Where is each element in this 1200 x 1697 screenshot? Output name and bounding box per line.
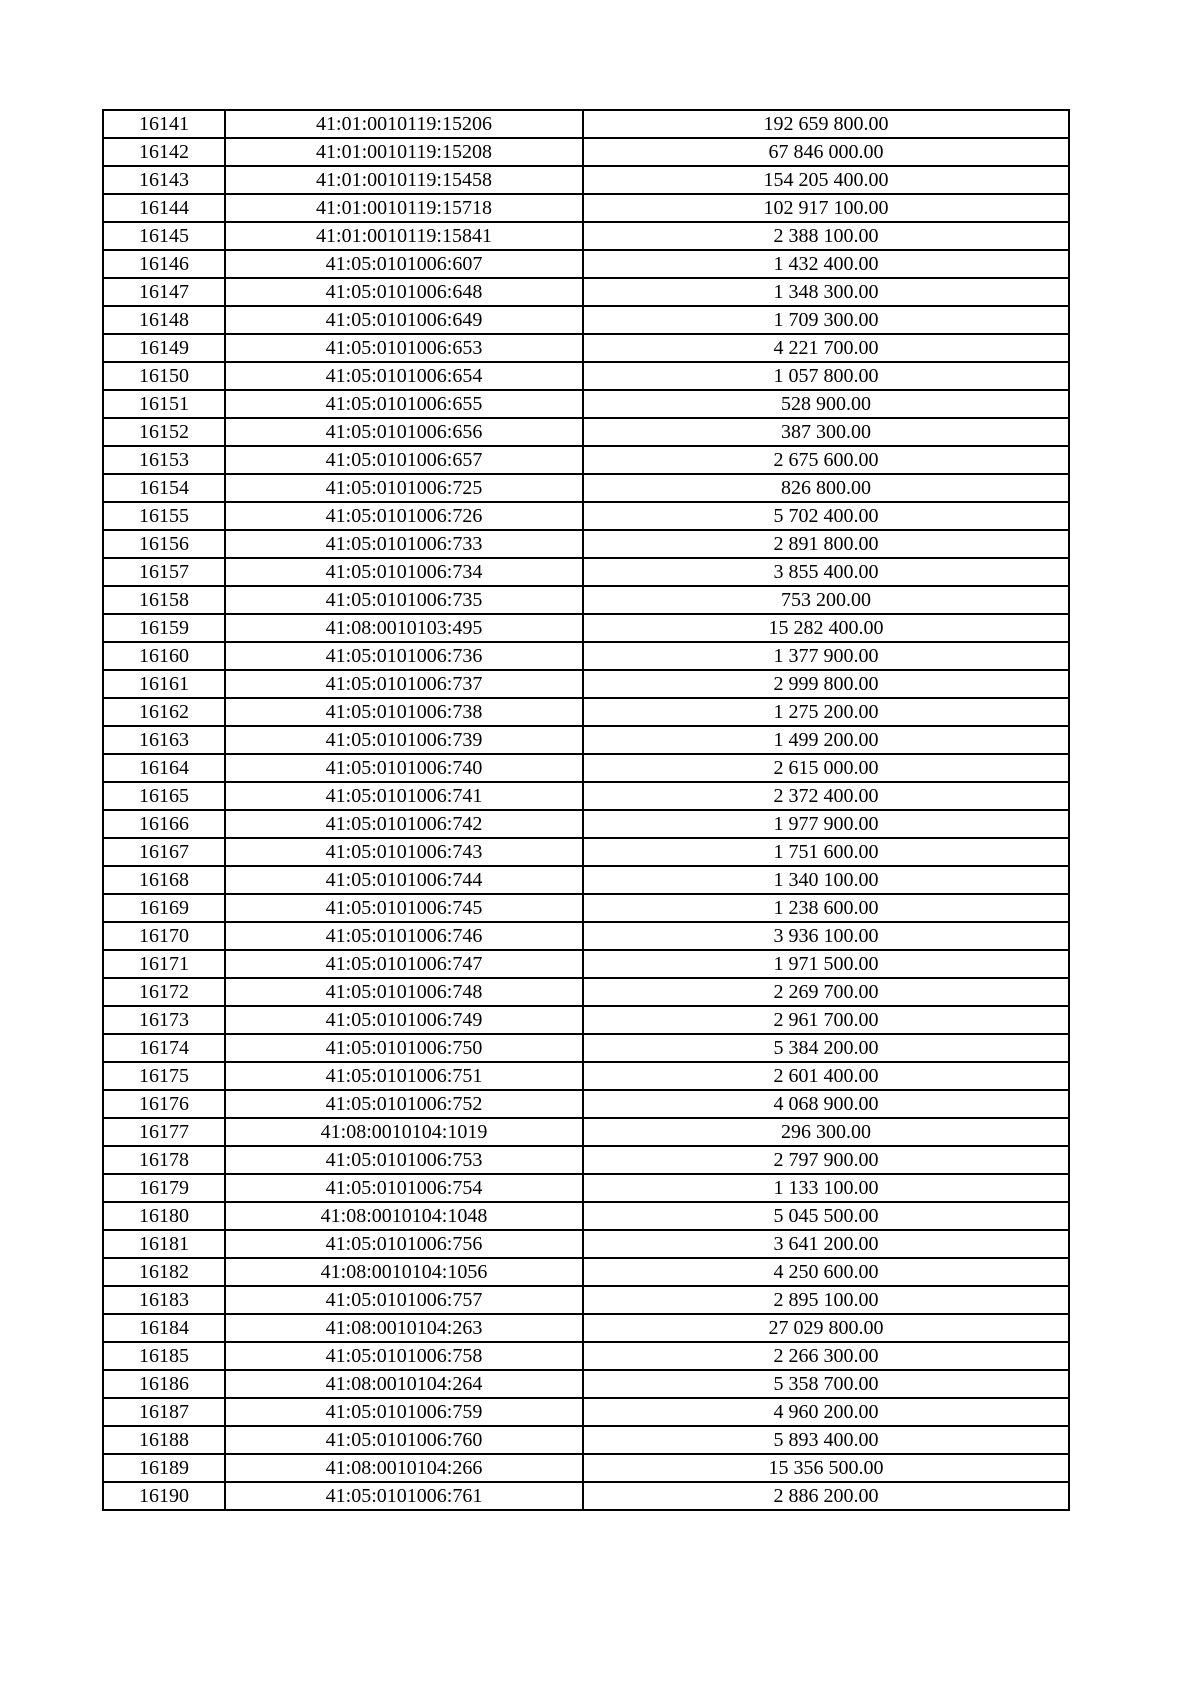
row-number-cell: 16189 [103, 1454, 225, 1482]
cadastral-number-cell: 41:05:0101006:754 [225, 1174, 583, 1202]
table-row [103, 446, 1069, 474]
row-number-cell: 16162 [103, 698, 225, 726]
cadastral-number-cell: 41:08:0010104:263 [225, 1314, 583, 1342]
row-number-cell: 16182 [103, 1258, 225, 1286]
cadastral-value-cell: 3 641 200.00 [583, 1230, 1069, 1258]
row-number-cell: 16178 [103, 1146, 225, 1174]
table-row [103, 278, 1069, 306]
cadastral-value-cell: 528 900.00 [583, 390, 1069, 418]
table-row [103, 1230, 1069, 1258]
row-number-cell: 16147 [103, 278, 225, 306]
row-number-cell: 16188 [103, 1426, 225, 1454]
cadastral-value-cell: 1 432 400.00 [583, 250, 1069, 278]
row-number-cell: 16152 [103, 418, 225, 446]
cadastral-value-cell: 387 300.00 [583, 418, 1069, 446]
cadastral-number-cell: 41:05:0101006:741 [225, 782, 583, 810]
cadastral-value-cell: 1 709 300.00 [583, 306, 1069, 334]
cadastral-number-cell: 41:05:0101006:726 [225, 502, 583, 530]
table-row [103, 1174, 1069, 1202]
row-number-cell: 16155 [103, 502, 225, 530]
table-row [103, 894, 1069, 922]
cadastral-value-cell: 2 891 800.00 [583, 530, 1069, 558]
cadastral-value-cell: 3 936 100.00 [583, 922, 1069, 950]
cadastral-number-cell: 41:05:0101006:748 [225, 978, 583, 1006]
cadastral-value-cell: 1 499 200.00 [583, 726, 1069, 754]
cadastral-number-cell: 41:01:0010119:15718 [225, 194, 583, 222]
table-row [103, 614, 1069, 642]
cadastral-number-cell: 41:05:0101006:750 [225, 1034, 583, 1062]
cadastral-number-cell: 41:08:0010104:266 [225, 1454, 583, 1482]
row-number-cell: 16157 [103, 558, 225, 586]
cadastral-value-cell: 4 250 600.00 [583, 1258, 1069, 1286]
row-number-cell: 16150 [103, 362, 225, 390]
cadastral-number-cell: 41:05:0101006:758 [225, 1342, 583, 1370]
cadastral-number-cell: 41:05:0101006:745 [225, 894, 583, 922]
cadastral-number-cell: 41:05:0101006:738 [225, 698, 583, 726]
row-number-cell: 16161 [103, 670, 225, 698]
row-number-cell: 16158 [103, 586, 225, 614]
row-number-cell: 16145 [103, 222, 225, 250]
row-number-cell: 16143 [103, 166, 225, 194]
cadastral-value-cell: 3 855 400.00 [583, 558, 1069, 586]
table-row [103, 1286, 1069, 1314]
table-row [103, 698, 1069, 726]
table-row [103, 1062, 1069, 1090]
cadastral-number-cell: 41:05:0101006:746 [225, 922, 583, 950]
table-row [103, 1258, 1069, 1286]
table-row [103, 586, 1069, 614]
cadastral-number-cell: 41:05:0101006:607 [225, 250, 583, 278]
row-number-cell: 16174 [103, 1034, 225, 1062]
row-number-cell: 16141 [103, 110, 225, 138]
cadastral-number-cell: 41:05:0101006:742 [225, 810, 583, 838]
row-number-cell: 16148 [103, 306, 225, 334]
cadastral-value-cell: 102 917 100.00 [583, 194, 1069, 222]
row-number-cell: 16173 [103, 1006, 225, 1034]
table-row [103, 1090, 1069, 1118]
table-row [103, 390, 1069, 418]
table-row [103, 978, 1069, 1006]
table-body [103, 110, 1069, 1510]
table-row [103, 1482, 1069, 1510]
table-row [103, 1118, 1069, 1146]
cadastral-value-cell: 2 388 100.00 [583, 222, 1069, 250]
row-number-cell: 16179 [103, 1174, 225, 1202]
table-row [103, 642, 1069, 670]
cadastral-value-cell: 4 221 700.00 [583, 334, 1069, 362]
cadastral-number-cell: 41:05:0101006:653 [225, 334, 583, 362]
cadastral-number-cell: 41:05:0101006:737 [225, 670, 583, 698]
cadastral-number-cell: 41:05:0101006:756 [225, 1230, 583, 1258]
cadastral-value-cell: 5 893 400.00 [583, 1426, 1069, 1454]
cadastral-value-cell: 4 960 200.00 [583, 1398, 1069, 1426]
cadastral-value-table [102, 109, 1070, 1511]
cadastral-value-cell: 826 800.00 [583, 474, 1069, 502]
table-row [103, 670, 1069, 698]
cadastral-value-cell: 1 348 300.00 [583, 278, 1069, 306]
row-number-cell: 16183 [103, 1286, 225, 1314]
row-number-cell: 16163 [103, 726, 225, 754]
cadastral-value-cell: 192 659 800.00 [583, 110, 1069, 138]
cadastral-value-cell: 154 205 400.00 [583, 166, 1069, 194]
table-row [103, 166, 1069, 194]
cadastral-value-cell: 1 377 900.00 [583, 642, 1069, 670]
row-number-cell: 16177 [103, 1118, 225, 1146]
cadastral-number-cell: 41:05:0101006:752 [225, 1090, 583, 1118]
cadastral-number-cell: 41:08:0010103:495 [225, 614, 583, 642]
cadastral-number-cell: 41:08:0010104:1048 [225, 1202, 583, 1230]
cadastral-value-cell: 2 895 100.00 [583, 1286, 1069, 1314]
cadastral-value-cell: 2 999 800.00 [583, 670, 1069, 698]
cadastral-number-cell: 41:05:0101006:736 [225, 642, 583, 670]
table-row [103, 1454, 1069, 1482]
cadastral-number-cell: 41:05:0101006:734 [225, 558, 583, 586]
cadastral-value-cell: 2 615 000.00 [583, 754, 1069, 782]
cadastral-number-cell: 41:05:0101006:735 [225, 586, 583, 614]
row-number-cell: 16144 [103, 194, 225, 222]
table-row [103, 110, 1069, 138]
cadastral-value-cell: 2 675 600.00 [583, 446, 1069, 474]
row-number-cell: 16156 [103, 530, 225, 558]
table-row [103, 558, 1069, 586]
row-number-cell: 16170 [103, 922, 225, 950]
table-row [103, 306, 1069, 334]
cadastral-value-cell: 2 797 900.00 [583, 1146, 1069, 1174]
cadastral-number-cell: 41:01:0010119:15208 [225, 138, 583, 166]
cadastral-value-cell: 5 045 500.00 [583, 1202, 1069, 1230]
cadastral-number-cell: 41:05:0101006:744 [225, 866, 583, 894]
cadastral-value-cell: 2 269 700.00 [583, 978, 1069, 1006]
cadastral-number-cell: 41:05:0101006:725 [225, 474, 583, 502]
row-number-cell: 16186 [103, 1370, 225, 1398]
cadastral-number-cell: 41:05:0101006:749 [225, 1006, 583, 1034]
table-row [103, 1426, 1069, 1454]
cadastral-number-cell: 41:05:0101006:761 [225, 1482, 583, 1510]
cadastral-number-cell: 41:01:0010119:15841 [225, 222, 583, 250]
cadastral-value-cell: 4 068 900.00 [583, 1090, 1069, 1118]
row-number-cell: 16154 [103, 474, 225, 502]
cadastral-number-cell: 41:08:0010104:1019 [225, 1118, 583, 1146]
cadastral-number-cell: 41:08:0010104:1056 [225, 1258, 583, 1286]
cadastral-number-cell: 41:05:0101006:747 [225, 950, 583, 978]
row-number-cell: 16159 [103, 614, 225, 642]
cadastral-value-cell: 15 356 500.00 [583, 1454, 1069, 1482]
table-row [103, 922, 1069, 950]
cadastral-number-cell: 41:05:0101006:648 [225, 278, 583, 306]
cadastral-number-cell: 41:05:0101006:743 [225, 838, 583, 866]
cadastral-number-cell: 41:01:0010119:15206 [225, 110, 583, 138]
table-row [103, 1202, 1069, 1230]
row-number-cell: 16187 [103, 1398, 225, 1426]
row-number-cell: 16190 [103, 1482, 225, 1510]
cadastral-value-cell: 2 266 300.00 [583, 1342, 1069, 1370]
cadastral-value-cell: 5 384 200.00 [583, 1034, 1069, 1062]
cadastral-number-cell: 41:05:0101006:760 [225, 1426, 583, 1454]
table-row [103, 810, 1069, 838]
table-row [103, 1342, 1069, 1370]
cadastral-number-cell: 41:05:0101006:759 [225, 1398, 583, 1426]
row-number-cell: 16146 [103, 250, 225, 278]
table-row [103, 474, 1069, 502]
table-row [103, 138, 1069, 166]
cadastral-number-cell: 41:05:0101006:657 [225, 446, 583, 474]
cadastral-number-cell: 41:08:0010104:264 [225, 1370, 583, 1398]
cadastral-value-cell: 2 961 700.00 [583, 1006, 1069, 1034]
row-number-cell: 16160 [103, 642, 225, 670]
cadastral-value-cell: 2 886 200.00 [583, 1482, 1069, 1510]
cadastral-value-cell: 5 358 700.00 [583, 1370, 1069, 1398]
table-row [103, 418, 1069, 446]
row-number-cell: 16176 [103, 1090, 225, 1118]
table-row [103, 194, 1069, 222]
cadastral-number-cell: 41:05:0101006:655 [225, 390, 583, 418]
cadastral-number-cell: 41:05:0101006:649 [225, 306, 583, 334]
table-row [103, 502, 1069, 530]
table-row [103, 362, 1069, 390]
table-row [103, 782, 1069, 810]
cadastral-value-cell: 1 275 200.00 [583, 698, 1069, 726]
table-row [103, 754, 1069, 782]
cadastral-number-cell: 41:05:0101006:757 [225, 1286, 583, 1314]
row-number-cell: 16142 [103, 138, 225, 166]
cadastral-number-cell: 41:05:0101006:753 [225, 1146, 583, 1174]
cadastral-value-cell: 1 340 100.00 [583, 866, 1069, 894]
row-number-cell: 16171 [103, 950, 225, 978]
cadastral-value-cell: 1 977 900.00 [583, 810, 1069, 838]
cadastral-number-cell: 41:05:0101006:739 [225, 726, 583, 754]
row-number-cell: 16153 [103, 446, 225, 474]
table-row [103, 222, 1069, 250]
cadastral-value-cell: 296 300.00 [583, 1118, 1069, 1146]
cadastral-number-cell: 41:05:0101006:654 [225, 362, 583, 390]
row-number-cell: 16184 [103, 1314, 225, 1342]
row-number-cell: 16175 [103, 1062, 225, 1090]
cadastral-value-cell: 1 751 600.00 [583, 838, 1069, 866]
row-number-cell: 16165 [103, 782, 225, 810]
cadastral-number-cell: 41:05:0101006:733 [225, 530, 583, 558]
cadastral-value-cell: 1 238 600.00 [583, 894, 1069, 922]
row-number-cell: 16167 [103, 838, 225, 866]
table-row [103, 1370, 1069, 1398]
table-row [103, 866, 1069, 894]
row-number-cell: 16169 [103, 894, 225, 922]
row-number-cell: 16172 [103, 978, 225, 1006]
cadastral-value-cell: 1 057 800.00 [583, 362, 1069, 390]
cadastral-value-cell: 2 601 400.00 [583, 1062, 1069, 1090]
table-row [103, 530, 1069, 558]
cadastral-value-cell: 2 372 400.00 [583, 782, 1069, 810]
table-row [103, 950, 1069, 978]
table-row [103, 1314, 1069, 1342]
cadastral-number-cell: 41:01:0010119:15458 [225, 166, 583, 194]
row-number-cell: 16185 [103, 1342, 225, 1370]
table-row [103, 1034, 1069, 1062]
row-number-cell: 16180 [103, 1202, 225, 1230]
row-number-cell: 16181 [103, 1230, 225, 1258]
cadastral-number-cell: 41:05:0101006:656 [225, 418, 583, 446]
table-row [103, 1146, 1069, 1174]
cadastral-number-cell: 41:05:0101006:751 [225, 1062, 583, 1090]
cadastral-value-cell: 5 702 400.00 [583, 502, 1069, 530]
row-number-cell: 16166 [103, 810, 225, 838]
table-row [103, 1398, 1069, 1426]
row-number-cell: 16164 [103, 754, 225, 782]
cadastral-number-cell: 41:05:0101006:740 [225, 754, 583, 782]
table-row [103, 334, 1069, 362]
row-number-cell: 16149 [103, 334, 225, 362]
table-row [103, 250, 1069, 278]
table-row [103, 1006, 1069, 1034]
cadastral-value-cell: 1 971 500.00 [583, 950, 1069, 978]
cadastral-value-cell: 753 200.00 [583, 586, 1069, 614]
row-number-cell: 16151 [103, 390, 225, 418]
cadastral-value-cell: 27 029 800.00 [583, 1314, 1069, 1342]
table-row [103, 838, 1069, 866]
table-row [103, 726, 1069, 754]
cadastral-value-cell: 1 133 100.00 [583, 1174, 1069, 1202]
cadastral-value-cell: 15 282 400.00 [583, 614, 1069, 642]
row-number-cell: 16168 [103, 866, 225, 894]
cadastral-value-cell: 67 846 000.00 [583, 138, 1069, 166]
